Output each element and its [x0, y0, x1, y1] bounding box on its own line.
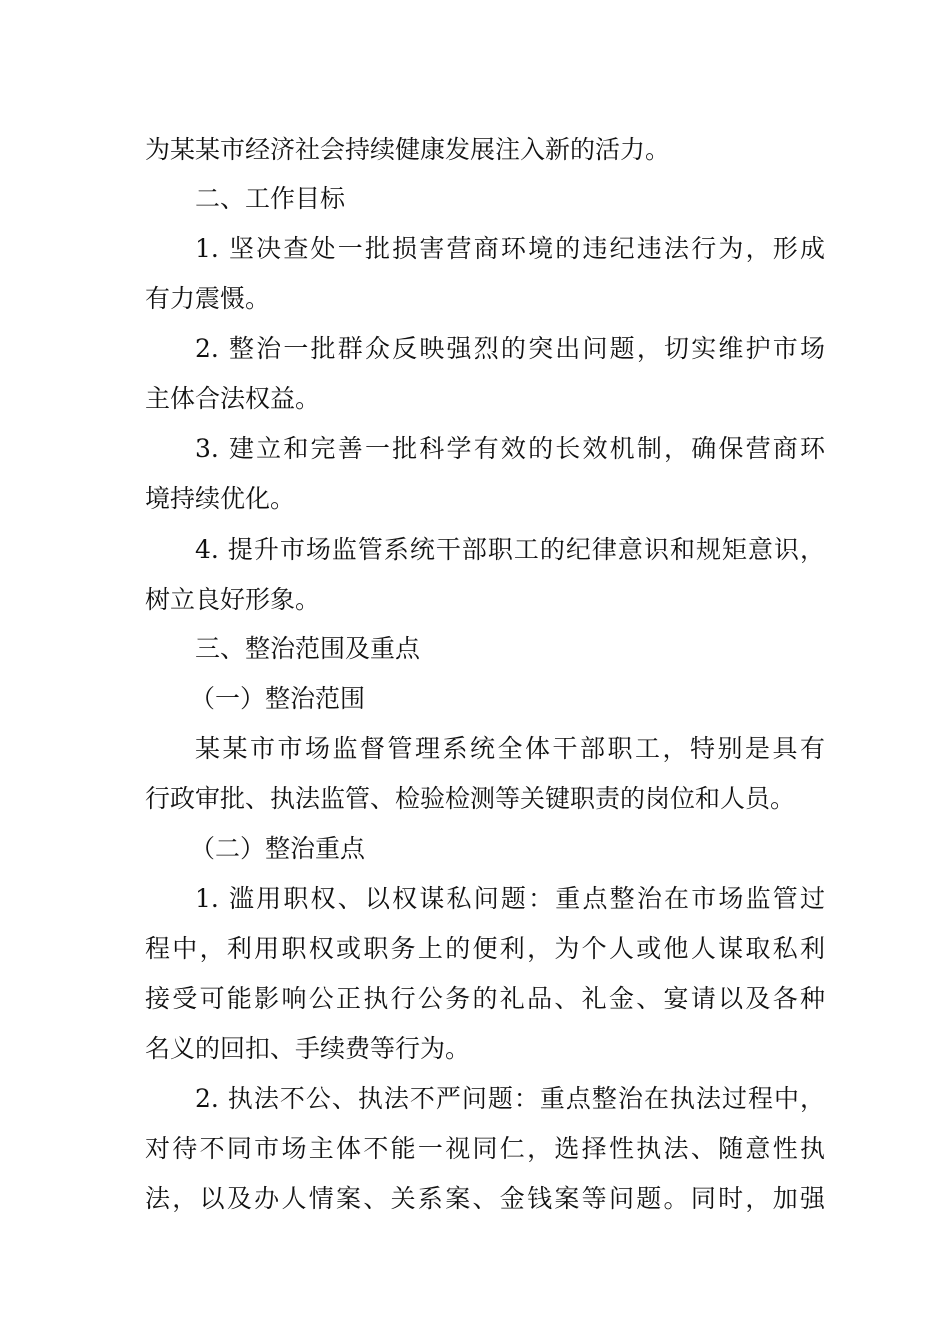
- focus-item-1-cont: 接受可能影响公正执行公务的礼品、礼金、宴请以及各种: [145, 984, 825, 1013]
- focus-item-2: 2. 执法不公、执法不严问题：重点整治在执法过程中，: [195, 1084, 825, 1113]
- goal-item-4-cont: 树立良好形象。: [145, 585, 321, 614]
- focus-item-1: 1. 滥用职权、以权谋私问题：重点整治在市场监管过: [195, 884, 825, 913]
- section-heading-goals: 二、工作目标: [195, 184, 346, 213]
- focus-item-1-cont: 名义的回扣、手续费等行为。: [145, 1034, 471, 1063]
- goal-item-1-cont: 有力震慑。: [145, 284, 271, 313]
- focus-item-2-cont: 法，以及办人情案、关系案、金钱案等问题。同时，加强: [145, 1184, 825, 1213]
- paragraph-line: 为某某市经济社会持续健康发展注入新的活力。: [145, 135, 671, 164]
- scope-paragraph: 某某市市场监督管理系统全体干部职工，特别是具有: [195, 734, 825, 763]
- subsection-heading-scope: （一）整治范围: [190, 684, 366, 713]
- focus-item-2-cont: 对待不同市场主体不能一视同仁，选择性执法、随意性执: [145, 1134, 825, 1163]
- goal-item-3-cont: 境持续优化。: [145, 484, 296, 513]
- scope-paragraph-cont: 行政审批、执法监管、检验检测等关键职责的岗位和人员。: [145, 784, 796, 813]
- goal-item-4: 4. 提升市场监管系统干部职工的纪律意识和规矩意识，: [195, 535, 825, 564]
- goal-item-1: 1. 坚决查处一批损害营商环境的违纪违法行为，形成: [195, 234, 825, 263]
- goal-item-3: 3. 建立和完善一批科学有效的长效机制，确保营商环: [195, 434, 825, 463]
- focus-item-1-cont: 程中，利用职权或职务上的便利，为个人或他人谋取私利: [145, 934, 825, 963]
- section-heading-scope: 三、整治范围及重点: [195, 634, 421, 663]
- goal-item-2-cont: 主体合法权益。: [145, 384, 321, 413]
- subsection-heading-focus: （二）整治重点: [190, 834, 366, 863]
- goal-item-2: 2. 整治一批群众反映强烈的突出问题，切实维护市场: [195, 334, 825, 363]
